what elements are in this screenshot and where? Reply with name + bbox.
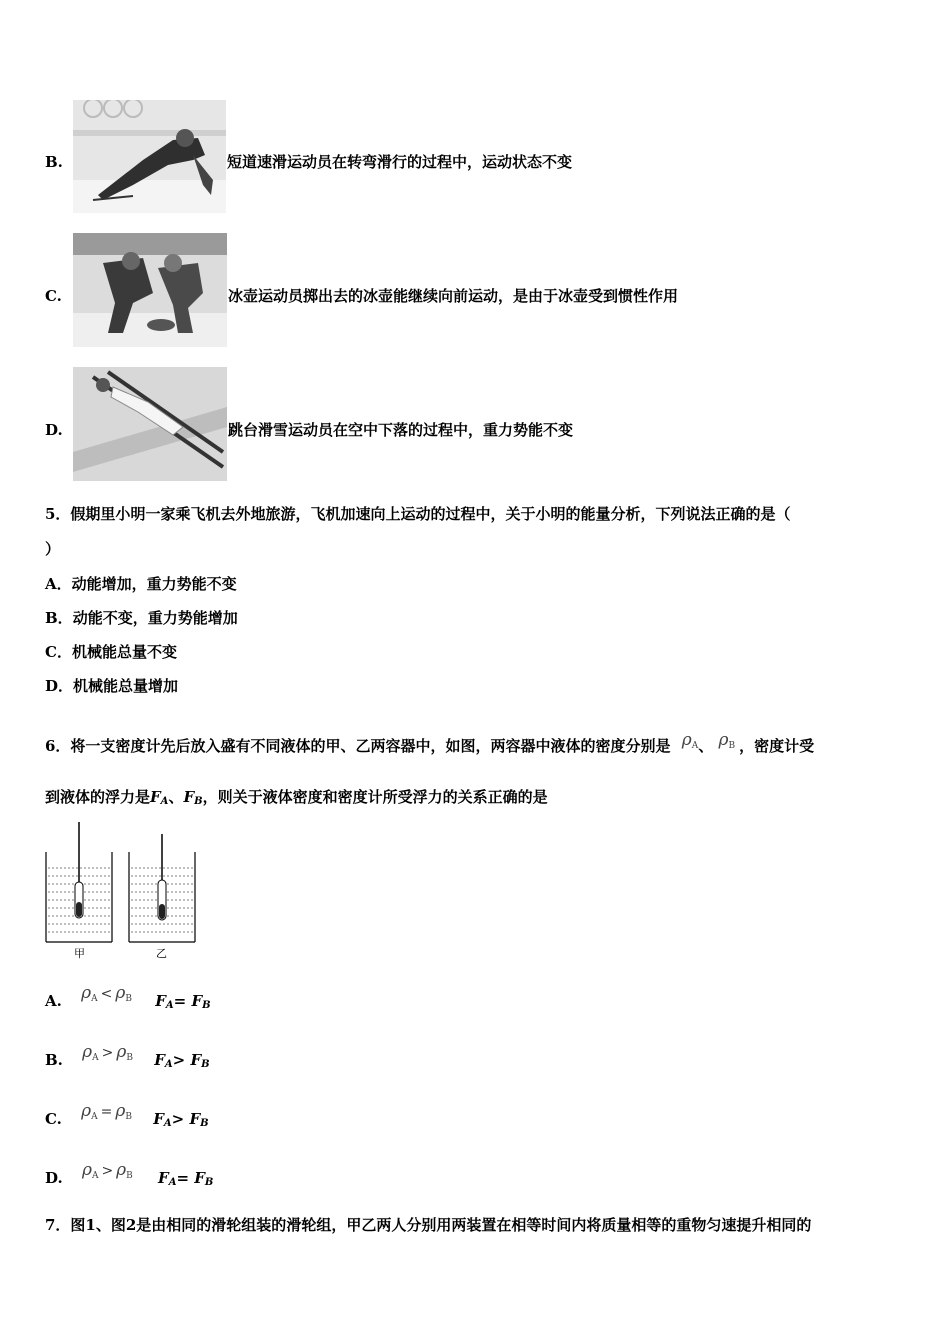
q5-option-d: [45, 676, 178, 696]
figure-label-jia: 甲: [74, 947, 85, 960]
q6-option-d-force: $F_A= F_B$: [158, 1169, 214, 1188]
q5-option-a-text: 动能增加，重力势能不变: [71, 575, 237, 593]
q6-option-a-label: A.: [45, 992, 62, 1010]
force-b: $F_B$: [183, 788, 203, 807]
q6-option-d-label: D.: [45, 1169, 63, 1187]
q5-option-c-text: 机械能总量不变: [71, 643, 177, 661]
q6-option-a: [45, 983, 211, 1017]
q6-option-c-density: $\rho_A = \rho_B$: [81, 1101, 132, 1122]
q5-option-a-label: A．: [45, 575, 72, 593]
q6-option-c-label: C.: [45, 1110, 62, 1128]
q4-option-b-label: B.: [45, 153, 63, 171]
rho-a-symbol: $\rho_A$: [681, 730, 699, 751]
q6-option-c-force: $F_A> F_B$: [153, 1110, 209, 1129]
q5-option-c-label: C．: [45, 643, 72, 661]
q4-option-c-text: 冰壶运动员掷出去的冰壶能继续向前运动，是由于冰壶受到惯性作用: [228, 287, 679, 305]
q5-option-d-label: D．: [45, 677, 74, 695]
q7-stem-line1: 7．图1、图2是由相同的滑轮组装的滑轮组，甲乙两人分别用两装置在相等时间内将质量相等的重物匀速提升相同的: [45, 1216, 812, 1234]
q6-option-b: [45, 1042, 210, 1076]
q5-stem-line1: 5．假期里小明一家乘飞机去外地旅游，飞机加速向上运动的过程中，关于小明的能量分析，下列说法正确的是（: [45, 505, 791, 523]
q6-option-d: [45, 1160, 214, 1194]
q6-option-a-force: $F_A= F_B$: [155, 992, 211, 1011]
q5-stem-line2: ）: [45, 540, 61, 558]
q5-option-a: [45, 574, 237, 594]
q5-option-b: [45, 608, 238, 628]
q4-option-b-text: 短道速滑运动员在转弯滑行的过程中，运动状态不变: [227, 153, 573, 171]
q6-stem2-a: 到液体的浮力是: [45, 788, 151, 806]
q6-option-b-force: $F_A> F_B$: [154, 1051, 210, 1070]
q4-option-c-label: C.: [45, 287, 62, 305]
speed-skater-photo: [73, 100, 226, 213]
force-a: $F_A$: [150, 788, 169, 807]
q5-option-c: [45, 642, 177, 662]
q6-option-b-density: $\rho_A > \rho_B$: [82, 1042, 133, 1063]
rho-b-symbol: $\rho_B$: [718, 730, 736, 751]
q6-option-d-density: $\rho_A > \rho_B$: [81, 1160, 133, 1181]
q6-stem-b: ，密度计受: [739, 737, 815, 755]
figure-label-yi: 乙: [156, 947, 167, 960]
q6-stem-line2: 到液体的浮力是$F_A$、$F_B$，则关于液体密度和密度计所受浮力的关系正确的是: [45, 788, 548, 807]
q6-stem-a: 6．将一支密度计先后放入盛有不同液体的甲、乙两容器中，如图，两容器中液体的密度分别是: [45, 737, 671, 755]
q5-option-d-text: 机械能总量增加: [73, 677, 179, 695]
q6-sep: 、: [698, 737, 714, 755]
q6-option-b-label: B.: [45, 1051, 63, 1069]
hydrometer-diagram: [44, 820, 204, 945]
q5-option-b-text: 动能不变，重力势能增加: [72, 609, 238, 627]
q6-stem-line1: [45, 730, 815, 762]
q6-option-a-density: $\rho_A < \rho_B$: [81, 983, 132, 1004]
q6-stem2-b: ，则关于液体密度和密度计所受浮力的关系正确的是: [202, 788, 548, 806]
q6-option-c: [45, 1101, 209, 1135]
q4-option-d-label: D.: [45, 421, 63, 439]
q5-option-b-label: B．: [45, 609, 73, 627]
curling-photo: [73, 233, 227, 347]
hydrometer-figure: [44, 820, 204, 960]
q4-option-d-text: 跳台滑雪运动员在空中下落的过程中，重力势能不变: [228, 421, 574, 439]
ski-jumper-photo: [73, 367, 227, 481]
